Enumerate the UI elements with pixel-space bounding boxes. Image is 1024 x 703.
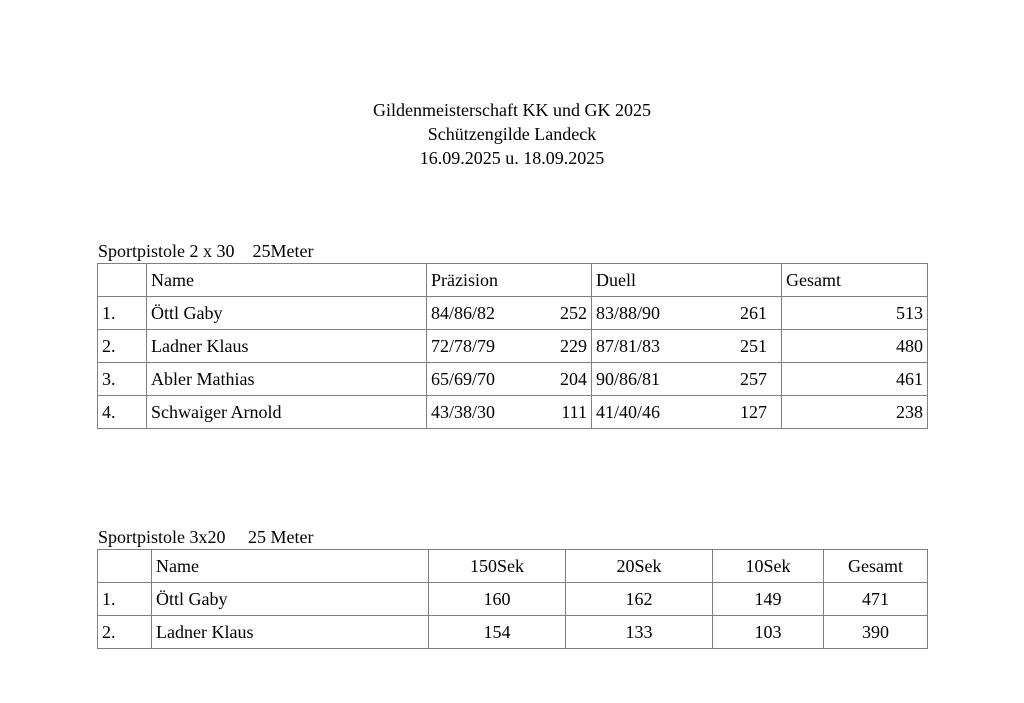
precision-cell [427, 297, 592, 330]
name-cell: Öttl Gaby [147, 297, 427, 330]
rank-cell: 2. [98, 330, 147, 363]
precision-series: 72/78/79 [431, 335, 496, 356]
header-duel: Duell [592, 264, 782, 297]
header-10sek: 10Sek [713, 550, 824, 583]
name-cell: Ladner Klaus [147, 330, 427, 363]
total-cell: 513 [782, 297, 928, 330]
header-rank [98, 550, 152, 583]
table-header-row [98, 264, 928, 297]
10sek-cell: 149 [713, 583, 824, 616]
rank-cell: 3. [98, 363, 147, 396]
name-cell: Schwaiger Arnold [147, 396, 427, 429]
table-row [98, 330, 928, 363]
table-row [98, 616, 928, 649]
header-precision: Präzision [427, 264, 592, 297]
header-dates: 16.09.2025 u. 18.09.2025 [419, 148, 605, 168]
table-header-row [98, 550, 928, 583]
duel-sum: 251 [740, 335, 767, 356]
header-title: Gildenmeisterschaft KK und GK 2025 [373, 100, 651, 120]
header-20sek: 20Sek [566, 550, 713, 583]
name-cell: Ladner Klaus [152, 616, 429, 649]
precision-cell [427, 330, 592, 363]
rank-cell: 1. [98, 297, 147, 330]
name-cell: Öttl Gaby [152, 583, 429, 616]
header-name: Name [152, 550, 429, 583]
results-table-2x30 [97, 263, 928, 429]
header-club: Schützengilde Landeck [427, 124, 597, 144]
total-cell: 461 [782, 363, 928, 396]
total-cell: 238 [782, 396, 928, 429]
rank-cell: 2. [98, 616, 152, 649]
table-row [98, 363, 928, 396]
total-cell: 390 [824, 616, 928, 649]
precision-series: 65/69/70 [431, 368, 496, 389]
duel-sum: 257 [740, 368, 767, 389]
precision-sum: 111 [561, 401, 587, 422]
precision-cell [427, 363, 592, 396]
duel-sum: 261 [740, 302, 767, 323]
section2-title: Sportpistole 3x20 25 Meter [98, 527, 314, 547]
duel-cell [592, 363, 782, 396]
duel-cell [592, 330, 782, 363]
duel-series: 90/86/81 [596, 368, 661, 389]
precision-series: 43/38/30 [431, 401, 496, 422]
results-table-3x20 [97, 549, 928, 649]
rank-cell: 1. [98, 583, 152, 616]
20sek-cell: 133 [566, 616, 713, 649]
precision-sum: 252 [560, 302, 587, 323]
table-row [98, 297, 928, 330]
precision-sum: 204 [560, 368, 587, 389]
duel-sum: 127 [740, 401, 767, 422]
duel-cell [592, 396, 782, 429]
duel-series: 87/81/83 [596, 335, 661, 356]
header-150sek: 150Sek [429, 550, 566, 583]
150sek-cell: 154 [429, 616, 566, 649]
duel-cell [592, 297, 782, 330]
duel-series: 41/40/46 [596, 401, 661, 422]
total-cell: 471 [824, 583, 928, 616]
20sek-cell: 162 [566, 583, 713, 616]
table-row [98, 583, 928, 616]
section1-title: Sportpistole 2 x 30 25Meter [98, 241, 314, 261]
header-name: Name [147, 264, 427, 297]
header-total: Gesamt [824, 550, 928, 583]
precision-sum: 229 [560, 335, 587, 356]
rank-cell: 4. [98, 396, 147, 429]
total-cell: 480 [782, 330, 928, 363]
precision-cell [427, 396, 592, 429]
header-total: Gesamt [782, 264, 928, 297]
10sek-cell: 103 [713, 616, 824, 649]
name-cell: Abler Mathias [147, 363, 427, 396]
precision-series: 84/86/82 [431, 302, 496, 323]
document-header [0, 98, 1024, 170]
header-rank [98, 264, 147, 297]
table-row [98, 396, 928, 429]
150sek-cell: 160 [429, 583, 566, 616]
duel-series: 83/88/90 [596, 302, 661, 323]
